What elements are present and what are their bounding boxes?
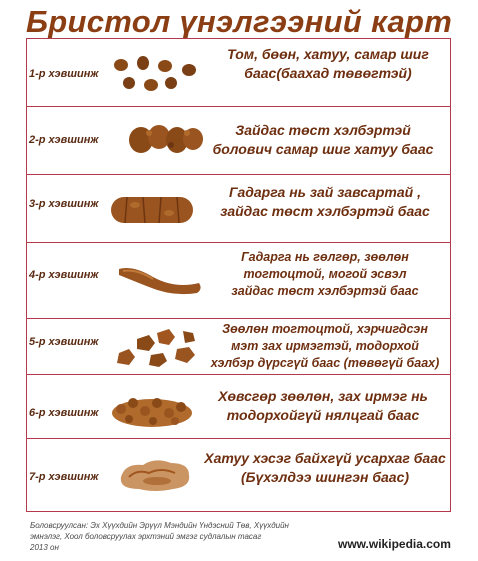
type-1-row <box>27 39 450 107</box>
type-1-description: Том, бөөн, хатуу, самар шиг баас(баахад төвөгтэй) <box>227 46 429 81</box>
type-2-label: 2-р хэвшинж <box>29 134 99 146</box>
type-6-stool-illustration <box>107 391 197 431</box>
type-6-description: Хөвсгөр зөөлөн, зах ирмэг нь тодорхойгүй нялцгай баас <box>218 388 428 423</box>
type-4-label: 4-р хэвшинж <box>29 269 99 281</box>
type-7-row <box>27 439 450 511</box>
footer-credits: Боловсруулсан: Эх Хүүхдийн Эрүүл Мэндийн Үндэсний Төв, Хүүхдийн эмнэлэг, Хоол боловсруулах эрхтэний эмгэг судлалын тасаг 2013 он <box>30 521 289 552</box>
type-7-description: Хатуу хэсэг байхгүй усархаг баас (Бүхэлдээ шингэн баас) <box>204 450 446 485</box>
source-link[interactable]: www.wikipedia.com <box>338 537 451 551</box>
type-1-stool-illustration <box>109 51 209 101</box>
type-3-label: 3-р хэвшинж <box>29 198 99 210</box>
page-title: Бристол үнэлгээний карт <box>26 4 453 39</box>
type-2-row <box>27 107 450 175</box>
type-3-description: Гадарга нь зай завсартай , зайдас төст хэлбэртэй баас <box>220 184 430 219</box>
type-4-description: Гадарга нь гөлгөр, зөөлөн тогтоцтой, могой эсвэл зайдас төст хэлбэртэй баас <box>231 250 419 298</box>
type-5-stool-illustration <box>109 325 201 371</box>
bristol-chart-table <box>26 38 451 512</box>
type-5-description: Зөөлөн тогтоцтой, хэрчигдсэн мэт зах ирмэгтэй, тодорхой хэлбэр дүрсгүй баас (төвөгүй баах) <box>210 322 440 370</box>
type-6-row <box>27 375 450 439</box>
type-5-row <box>27 319 450 375</box>
type-3-stool-illustration <box>107 191 197 231</box>
type-4-stool-illustration <box>113 259 205 299</box>
type-5-label: 5-р хэвшинж <box>29 336 99 348</box>
type-6-label: 6-р хэвшинж <box>29 407 99 419</box>
type-4-row <box>27 243 450 319</box>
type-7-stool-illustration <box>115 451 195 495</box>
type-2-description: Зайдас төст хэлбэртэй болович самар шиг хатуу баас <box>212 122 434 157</box>
type-3-row <box>27 175 450 243</box>
type-7-label: 7-р хэвшинж <box>29 471 99 483</box>
type-1-label: 1-р хэвшинж <box>29 68 99 80</box>
